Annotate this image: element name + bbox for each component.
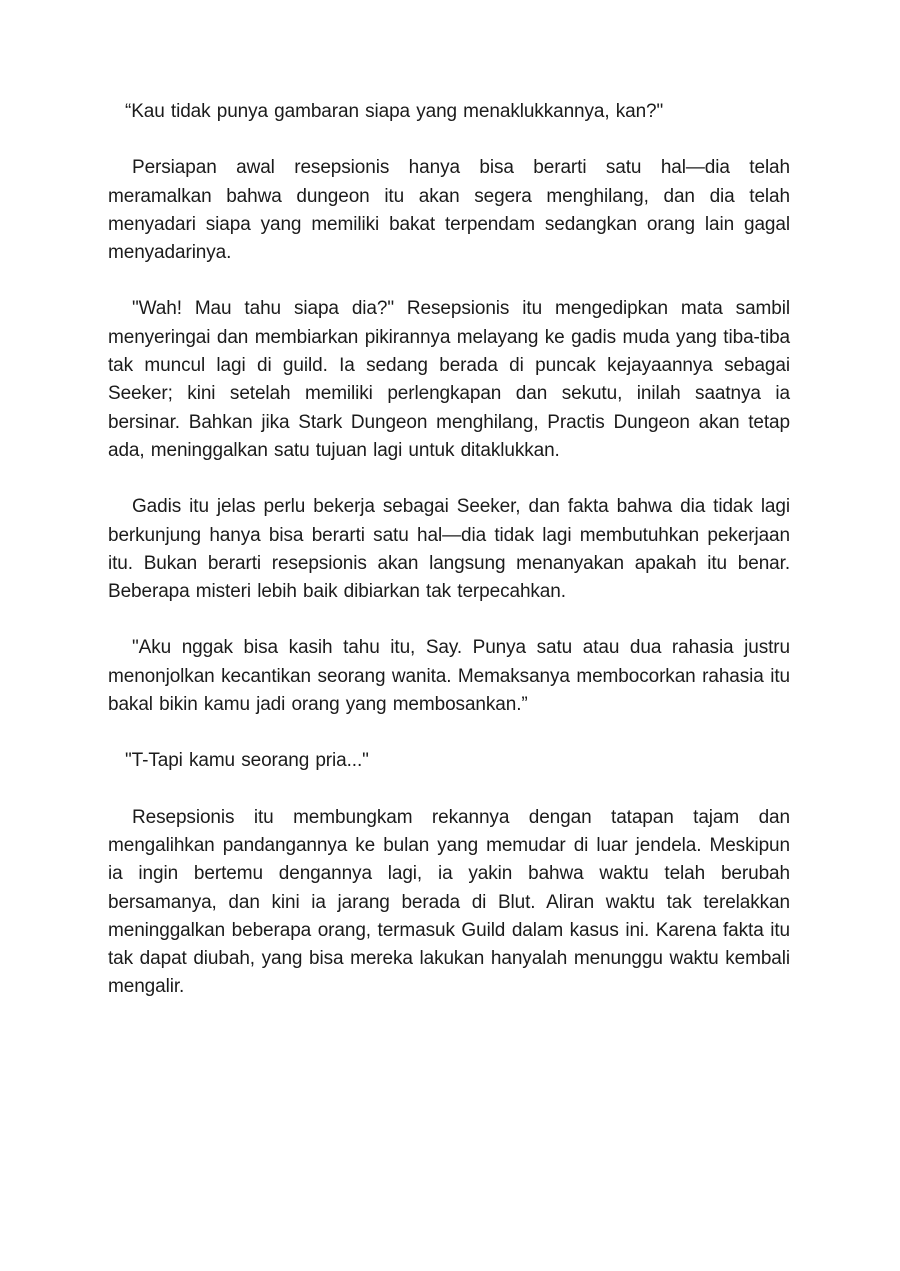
paragraph-dialogue-4: "T-Tapi kamu seorang pria..." — [125, 750, 369, 772]
paragraph-dialogue-1: “Kau tidak punya gambaran siapa yang menaklukkannya, kan?" — [125, 101, 664, 122]
paragraph-narration-1: Persiapan awal resepsionis hanya bisa berarti satu hal—dia telah meramalkan bahwa dungeon itu akan segera menghilang, dan dia telah menyadari siapa yang memiliki bakat terpendam sedangkan orang lain gagal menyadarinya. — [108, 157, 790, 264]
paragraph-narration-2: Gadis itu jelas perlu bekerja sebagai Seeker, dan fakta bahwa dia tidak lagi berkunjung hanya bisa berarti satu hal—dia tidak lagi membutuhkan pekerjaan itu. Bukan berarti resepsionis akan langsung menanyakan apakah itu benar. Beberapa misteri lebih baik dibiarkan tak terpecahkan. — [108, 496, 790, 603]
paragraph-dialogue-3: "Aku nggak bisa kasih tahu itu, Say. Punya satu atau dua rahasia justru menonjolkan kecantikan seorang wanita. Memaksanya membocorkan rahasia itu bakal bikin kamu jadi orang yang membosankan.” — [108, 637, 790, 716]
paragraph-dialogue-2: "Wah! Mau tahu siapa dia?" Resepsionis itu mengedipkan mata sambil menyeringai dan membiarkan pikirannya melayang ke gadis muda yang tiba-tiba tak muncul lagi di guild. Ia sedang berada di puncak kejayaannya sebagai Seeker; kini setelah memiliki perlengkapan dan sekutu, inilah saatnya ia bersinar. Bahkan jika Stark Dungeon menghilang, Practis Dungeon akan tetap ada, meninggalkan satu tujuan lagi untuk ditaklukkan. — [108, 298, 790, 461]
paragraph-narration-3: Resepsionis itu membungkam rekannya dengan tatapan tajam dan mengalihkan pandangannya ke bulan yang memudar di luar jendela. Meskipun ia ingin bertemu dengannya lagi, ia yakin bahwa waktu telah berubah bersamanya, dan kini ia jarang berada di Blut. Aliran waktu tak terelakkan meninggalkan beberapa orang, termasuk Guild dalam kasus ini. Karena fakta itu tak dapat diubah, yang bisa mereka lakukan hanyalah menunggu waktu kembali mengalir. — [108, 806, 790, 998]
story-text-block — [108, 98, 790, 1030]
